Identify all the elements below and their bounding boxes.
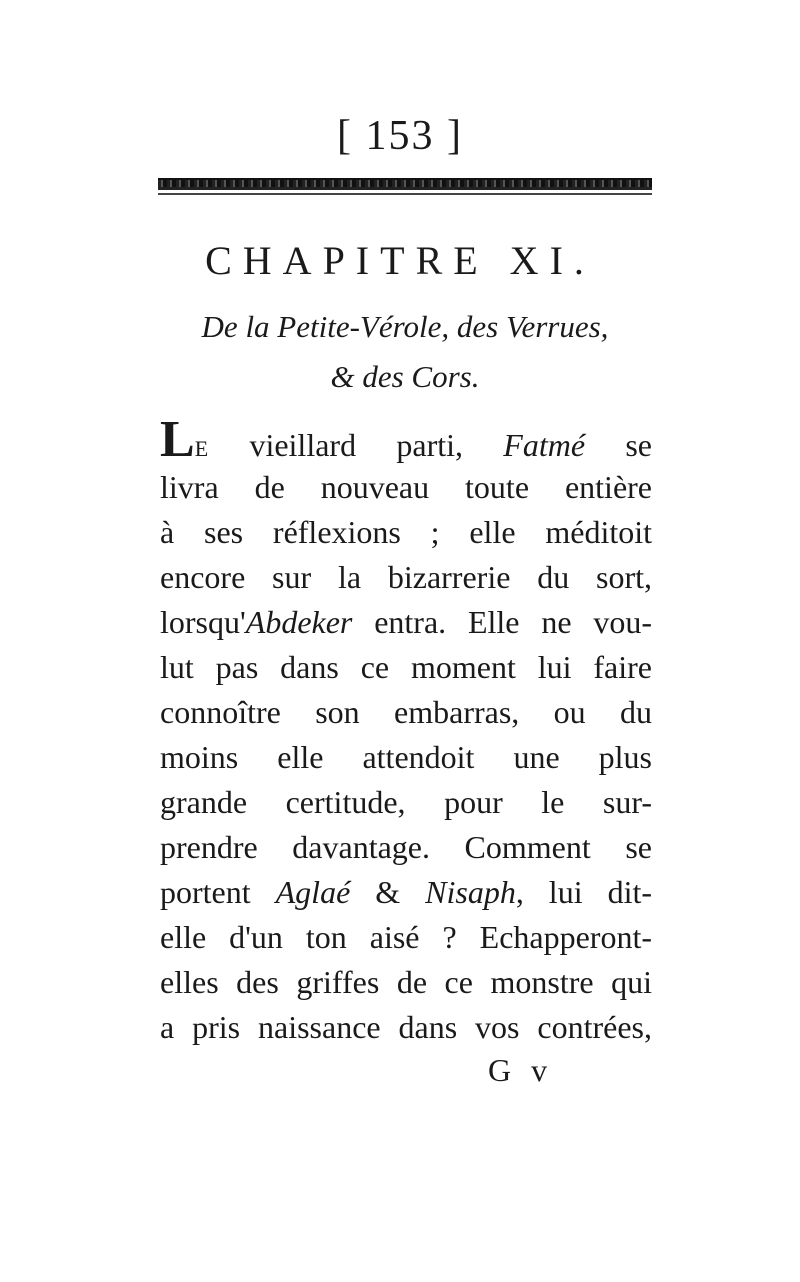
line-text: lut pas dans ce moment lui faire <box>160 649 652 685</box>
line-text: se <box>585 427 652 463</box>
chapter-title: CHAPITRE XI. <box>205 238 595 283</box>
line-text: & <box>350 874 426 910</box>
line-text: prendre davantage. Comment se <box>160 829 652 865</box>
line-italic: Fatmé <box>503 427 586 463</box>
text-line-9 <box>160 780 652 825</box>
catchword-signature: G v <box>488 1052 554 1088</box>
text-line-2 <box>160 465 652 510</box>
line-text: à ses réflexions ; elle méditoit <box>160 514 652 550</box>
line-text: vieillard parti, <box>209 427 504 463</box>
subtitle-line-2: & des Cors. <box>330 359 480 394</box>
line-italic: Abdeker <box>245 604 353 640</box>
line-text: livra de nouveau toute entière <box>160 469 652 505</box>
subtitle-line-1: De la Petite-Vérole, des Verrues, <box>201 309 609 344</box>
chapter-subtitle <box>150 302 660 402</box>
line-text: a pris naissance dans vos contrées, <box>160 1009 652 1045</box>
body-text <box>160 411 652 1050</box>
page-number: [ 153 ] <box>337 113 463 159</box>
line-text: entra. Elle ne vou- <box>352 604 652 640</box>
ornamental-rule <box>158 178 652 190</box>
text-line-12 <box>160 915 652 960</box>
text-line-6 <box>160 645 652 690</box>
text-line-13 <box>160 960 652 1005</box>
text-line-3 <box>160 510 652 555</box>
line-text: elles des griffes de ce monstre qui <box>160 964 652 1000</box>
text-line-7 <box>160 690 652 735</box>
line-text: elle d'un ton aisé ? Echapperont- <box>160 919 652 955</box>
line-text: connoître son embarras, ou du <box>160 694 652 730</box>
text-line-4 <box>160 555 652 600</box>
line-text: encore sur la bizarrerie du sort, <box>160 559 652 595</box>
text-line-14 <box>160 1005 652 1050</box>
line-text: grande certitude, pour le sur- <box>160 784 652 820</box>
text-line-10 <box>160 825 652 870</box>
text-line-8 <box>160 735 652 780</box>
drop-cap: L <box>160 411 195 468</box>
text-line-11 <box>160 870 652 915</box>
line-italic: Nisaph <box>425 874 516 910</box>
line-text: , lui dit- <box>515 874 652 910</box>
line-text: portent <box>160 874 276 910</box>
line-text: lorsqu' <box>160 604 246 640</box>
line-italic: Aglaé <box>275 874 351 910</box>
ornamental-rule-underline <box>158 193 652 195</box>
text-line-5 <box>160 600 652 645</box>
text-line-1 <box>160 411 652 468</box>
line-text: moins elle attendoit une plus <box>160 739 652 775</box>
drop-cap-continuation: E <box>194 436 210 461</box>
